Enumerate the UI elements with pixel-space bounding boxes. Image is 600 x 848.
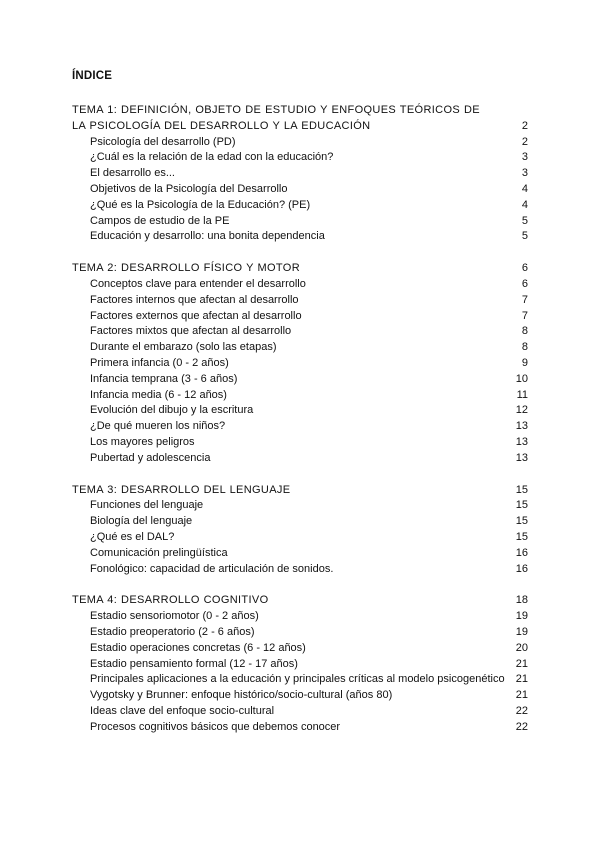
toc-page-number: 7 [521, 309, 528, 322]
toc-entry[interactable] [72, 182, 528, 198]
toc-entry-label: Funciones del lenguaje [90, 499, 204, 512]
toc-entry-label: Objetivos de la Psicología del Desarrollo [90, 182, 288, 195]
toc-entry[interactable] [72, 388, 528, 404]
toc-page-number: 10 [515, 372, 528, 385]
toc-entry-label: Estadio sensoriomotor (0 - 2 años) [90, 610, 259, 623]
toc-entry[interactable] [72, 435, 528, 451]
toc-entry-label: Fonológico: capacidad de articulación de sonidos. [90, 562, 334, 575]
toc-entry-label: Estadio preoperatorio (2 - 6 años) [90, 625, 255, 638]
toc-entry-label: Infancia media (6 - 12 años) [90, 388, 227, 401]
toc-entry-heading[interactable] [72, 261, 528, 277]
toc-page-number: 21 [515, 673, 528, 686]
toc-entry-label: Educación y desarrollo: una bonita dependencia [90, 230, 325, 243]
toc-entry[interactable] [72, 530, 528, 546]
index-title: ÍNDICE [72, 70, 113, 82]
toc-section-tema-2 [72, 261, 528, 466]
toc-entry[interactable] [72, 720, 528, 736]
toc-entry-label: Factores mixtos que afectan al desarrollo [90, 325, 292, 338]
toc-entry-label: ¿Qué es el DAL? [90, 530, 175, 543]
toc-page-number: 9 [521, 356, 528, 369]
toc-entry-label: Los mayores peligros [90, 435, 195, 448]
toc-entry-label: Factores externos que afectan al desarrollo [90, 309, 302, 322]
toc-entry[interactable] [72, 166, 528, 182]
toc-section-tema-1 [72, 103, 528, 245]
toc-page-number: 2 [521, 135, 528, 148]
toc-entry-label: Vygotsky y Brunner: enfoque histórico/socio-cultural (años 80) [90, 689, 393, 702]
toc-page-number: 11 [516, 388, 528, 401]
toc-entry-label: Durante el embarazo (solo las etapas) [90, 341, 277, 354]
toc-entry-heading[interactable] [72, 483, 528, 499]
toc-entry[interactable] [72, 704, 528, 720]
toc-entry[interactable] [72, 498, 528, 514]
toc-page-number: 15 [515, 515, 528, 528]
toc-entry-label: Conceptos clave para entender el desarrollo [90, 277, 306, 290]
toc-section-tema-3 [72, 483, 528, 578]
toc-heading-label: TEMA 4: DESARROLLO COGNITIVO [72, 594, 269, 607]
toc-entry[interactable] [72, 625, 528, 641]
toc-entry-label: Primera infancia (0 - 2 años) [90, 356, 229, 369]
toc-entry[interactable] [72, 562, 528, 578]
toc-entry[interactable] [72, 277, 528, 293]
toc-entry[interactable] [72, 546, 528, 562]
toc-page-number: 8 [521, 325, 528, 338]
toc-page-number: 4 [521, 182, 528, 195]
toc-entry-label: Estadio operaciones concretas (6 - 12 años) [90, 641, 306, 654]
toc-page-number: 21 [515, 657, 528, 670]
toc-entry[interactable] [72, 214, 528, 230]
toc-entry[interactable] [72, 356, 528, 372]
toc-entry[interactable] [72, 672, 528, 688]
toc-entry[interactable] [72, 657, 528, 673]
toc-page-number: 13 [515, 420, 528, 433]
toc-page-number: 16 [515, 562, 528, 575]
toc-entry-label: Biología del lenguaje [90, 515, 193, 528]
toc-page-number: 3 [521, 151, 528, 164]
toc-entry[interactable] [72, 309, 528, 325]
toc-page-number: 18 [515, 594, 528, 607]
toc-page-number: 15 [515, 530, 528, 543]
toc-entry-label: Campos de estudio de la PE [90, 214, 230, 227]
toc-entry-label: Principales aplicaciones a la educación y principales críticas al modelo psicogenético [90, 673, 505, 686]
toc-page-number: 6 [521, 277, 528, 290]
toc-entry[interactable] [72, 451, 528, 467]
toc-heading-label: TEMA 3: DESARROLLO DEL LENGUAJE [72, 483, 291, 496]
toc-page-number: 3 [521, 167, 528, 180]
toc-entry-label: Ideas clave del enfoque socio-cultural [90, 704, 275, 717]
toc-heading-label: TEMA 1: DEFINICIÓN, OBJETO DE ESTUDIO Y ENFOQUES TEÓRICOS DE LA PSICOLOGÍA DEL DESARROLLO Y LA EDUCACIÓN [72, 104, 480, 132]
toc-page-number: 22 [515, 704, 528, 717]
toc-entry[interactable] [72, 688, 528, 704]
toc-entry-label: El desarrollo es... [90, 167, 175, 180]
toc-entry-label: ¿Cuál es la relación de la edad con la educación? [90, 151, 334, 164]
toc-entry-label: Factores internos que afectan al desarrollo [90, 293, 299, 306]
toc-entry-label: ¿Qué es la Psicología de la Educación? (PE) [90, 198, 311, 211]
toc-page-number: 13 [515, 451, 528, 464]
toc-entry[interactable] [72, 403, 528, 419]
toc-entry[interactable] [72, 340, 528, 356]
toc-page-number: 15 [515, 483, 528, 496]
toc-entry-label: Infancia temprana (3 - 6 años) [90, 372, 238, 385]
toc-entry-heading[interactable] [72, 103, 528, 135]
toc-entry[interactable] [72, 150, 528, 166]
toc-page-number: 6 [521, 262, 528, 275]
toc-entry-heading[interactable] [72, 593, 528, 609]
toc-entry-label: Pubertad y adolescencia [90, 451, 211, 464]
toc-page-number: 8 [521, 341, 528, 354]
toc-entry[interactable] [72, 324, 528, 340]
toc-page-number: 15 [515, 499, 528, 512]
toc-entry-label: Comunicación prelingüística [90, 546, 228, 559]
toc-page-number: 13 [515, 435, 528, 448]
toc-entry[interactable] [72, 135, 528, 151]
toc-entry-label: Psicología del desarrollo (PD) [90, 135, 236, 148]
toc-page-number: 19 [515, 625, 528, 638]
toc-page-number: 5 [521, 214, 528, 227]
toc-entry-label: Estadio pensamiento formal (12 - 17 años) [90, 657, 298, 670]
toc-entry[interactable] [72, 372, 528, 388]
toc-page-number: 7 [521, 293, 528, 306]
toc-page-number: 21 [515, 689, 528, 702]
toc-entry[interactable] [72, 419, 528, 435]
document-page [72, 70, 528, 751]
toc-entry[interactable] [72, 514, 528, 530]
toc-entry[interactable] [72, 198, 528, 214]
toc-entry[interactable] [72, 609, 528, 625]
toc-page-number: 19 [515, 610, 528, 623]
toc-page-number: 5 [521, 230, 528, 243]
toc-section-tema-4 [72, 593, 528, 735]
toc-page-number: 20 [515, 641, 528, 654]
toc-entry[interactable] [72, 641, 528, 657]
toc-page-number: 4 [521, 198, 528, 211]
toc-heading-label: TEMA 2: DESARROLLO FÍSICO Y MOTOR [72, 262, 300, 275]
toc-entry-label: Procesos cognitivos básicos que debemos conocer [90, 720, 341, 733]
toc-entry-label: ¿De qué mueren los niños? [90, 420, 226, 433]
toc-page-number: 12 [515, 404, 528, 417]
table-of-contents [72, 103, 528, 735]
toc-page-number: 22 [515, 720, 528, 733]
toc-entry[interactable] [72, 293, 528, 309]
toc-entry[interactable] [72, 229, 528, 245]
toc-page-number: 16 [515, 546, 528, 559]
toc-page-number: 2 [521, 119, 528, 132]
toc-entry-label: Evolución del dibujo y la escritura [90, 404, 254, 417]
